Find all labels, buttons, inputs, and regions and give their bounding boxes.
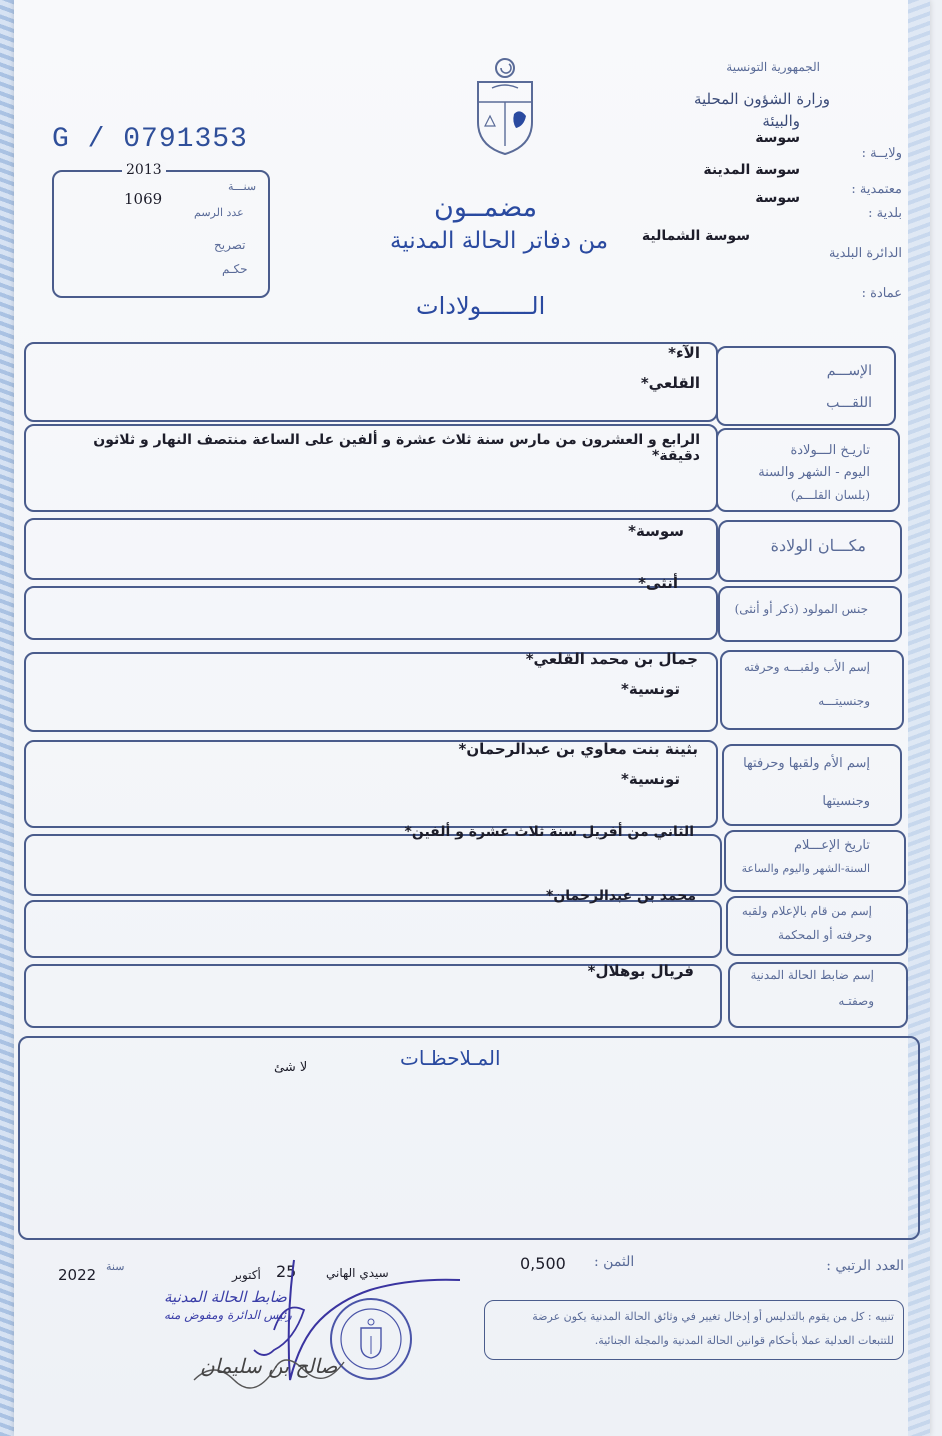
row-declaration-date-label-1: تاريخ الإعـــلام <box>793 838 870 853</box>
certificate-paper <box>14 0 930 1436</box>
coat-of-arms-icon <box>472 56 538 156</box>
warning-line-1: تنبيه : كل من يقوم بالتدليس أو إدخال تغيير في وثائق الحالة المدنية يكون عرضة <box>532 1310 894 1323</box>
registry-year-value: 2013 <box>122 162 166 178</box>
daira-value: سوسة الشمالية <box>641 228 750 244</box>
row-mother-label-2: وجنسيتها <box>822 794 870 809</box>
registry-number-value: 1069 <box>124 190 163 208</box>
republic-label: الجمهورية التونسية <box>726 60 820 74</box>
daira-label: الدائرة البلدية <box>829 246 902 261</box>
row-declarant-label-2: وحرفته أو المحكمة <box>777 928 872 942</box>
wilaya-value: سوسة <box>755 130 800 146</box>
row-sex-label: جنس المولود (ذكر أو أنثى) <box>734 602 868 616</box>
price-value: 0,500 <box>520 1254 566 1273</box>
row-birth-date-label-2: اليوم - الشهر والسنة <box>758 465 870 480</box>
signature-mark <box>174 1240 464 1410</box>
baladia-label: بلدية : <box>868 206 902 221</box>
first-name-value: الآء* <box>668 344 700 362</box>
registry-year-label: سنـــة <box>228 180 257 193</box>
row-name-label-2: اللقـــب <box>826 395 872 411</box>
month-value: أكتوبر <box>232 1268 261 1282</box>
serial-number <box>52 124 248 155</box>
warning-line-2: للتتبعات العدلية عملا بأحكام قوانين الحالة المدنية والمجلة الجنائية. <box>594 1334 894 1347</box>
serial-value: 0791353 <box>123 124 248 155</box>
day-value: 25 <box>276 1262 297 1281</box>
row-birth-place-label: مكـــان الولادة <box>770 536 866 555</box>
registry-number-label: عدد الرسم <box>194 206 244 219</box>
title-births: الـــــــولادات <box>416 292 546 320</box>
surname-value: القلعي* <box>640 374 700 392</box>
price-label: الثمن : <box>594 1254 635 1270</box>
declaration-date-value: الثاني من أفريل سنة ثلاث عشرة و ألفين* <box>404 824 694 840</box>
row-officer-label-1: إسم ضابط الحالة المدنية <box>750 968 874 982</box>
row-name-label-box <box>716 346 896 426</box>
place-value: سيدي الهاني <box>326 1266 389 1280</box>
row-name-label-1: الإســـم <box>826 363 872 379</box>
row-declarant-label-1: إسم من قام بالإعلام ولقبه <box>741 904 872 918</box>
ministry-label: وزارة الشؤون المحلية <box>693 90 830 108</box>
sex-value: أنثى* <box>638 574 678 592</box>
row-declarant-value-box <box>24 900 722 958</box>
father-value: جمال بن محمد القلعي* <box>525 650 698 668</box>
registry-declaration-label: تصريح <box>214 238 246 252</box>
row-father-label-2: وجنسيتـــه <box>818 694 870 708</box>
wilaya-label: ولايــة : <box>861 146 902 161</box>
title-from-registers: من دفاتر الحالة المدنية <box>390 228 609 254</box>
officer-value: فريال بوهلال* <box>587 962 694 980</box>
warning-box <box>484 1300 904 1360</box>
birth-date-value: الرابع و العشرون من مارس سنة ثلاث عشرة و ألفين على الساعة منتصف النهار و ثلاثون دقيقة* <box>93 432 700 464</box>
imada-label: عمادة : <box>861 286 902 301</box>
officer-title: ضابط الحالة المدنية <box>164 1288 287 1306</box>
serial-prefix: G / <box>52 124 106 155</box>
remarks-value: لا شئ <box>274 1060 308 1075</box>
father-nationality-value: تونسية* <box>621 680 680 698</box>
row-sex-value-box <box>24 586 718 640</box>
mother-value: بثينة بنت معاوي بن عبدالرحمان* <box>458 740 698 758</box>
row-declaration-date-label-2: السنة-الشهر واليوم والساعة <box>741 862 870 875</box>
mootamadia-value: سوسة المدينة <box>703 162 800 178</box>
registry-judgment-label: حكـم <box>222 262 248 276</box>
remarks-title: المـلاحظـات <box>400 1046 501 1070</box>
serial-number-label: العدد الرتبي : <box>826 1258 904 1274</box>
row-birth-date-label-3: (بلسان القلـــم) <box>790 488 870 502</box>
ministry-label-2: والبيئة <box>762 112 800 130</box>
row-declaration-date-value-box <box>24 834 722 896</box>
signature-name: صالح بن سليمان <box>200 1354 338 1378</box>
left-decorative-band <box>0 0 14 1436</box>
row-father-label-1: إسم الأب ولقبـــه وحرفته <box>743 660 870 674</box>
officer-subtitle: رئيس الدائرة ومفوض منه <box>164 1308 292 1322</box>
row-name-value-box <box>24 342 718 422</box>
declarant-value: محمد بن عبدالرحمان* <box>546 888 696 904</box>
title-extract: مضمــون <box>434 192 538 223</box>
year-value: 2022 <box>58 1266 97 1284</box>
row-birth-date-label-1: تاريـخ الـــولادة <box>790 443 870 458</box>
row-officer-label-2: وصفتـه <box>838 994 874 1008</box>
mootamadia-label: معتمدية : <box>851 182 902 197</box>
birth-place-value: سوسة* <box>628 522 684 540</box>
baladia-value: سوسة <box>755 190 800 206</box>
row-mother-label-1: إسم الأم ولقبها وحرفتها <box>743 756 870 771</box>
year-label: سنة <box>106 1260 125 1273</box>
row-birth-place-value-box <box>24 518 718 580</box>
mother-nationality-value: تونسية* <box>621 770 680 788</box>
